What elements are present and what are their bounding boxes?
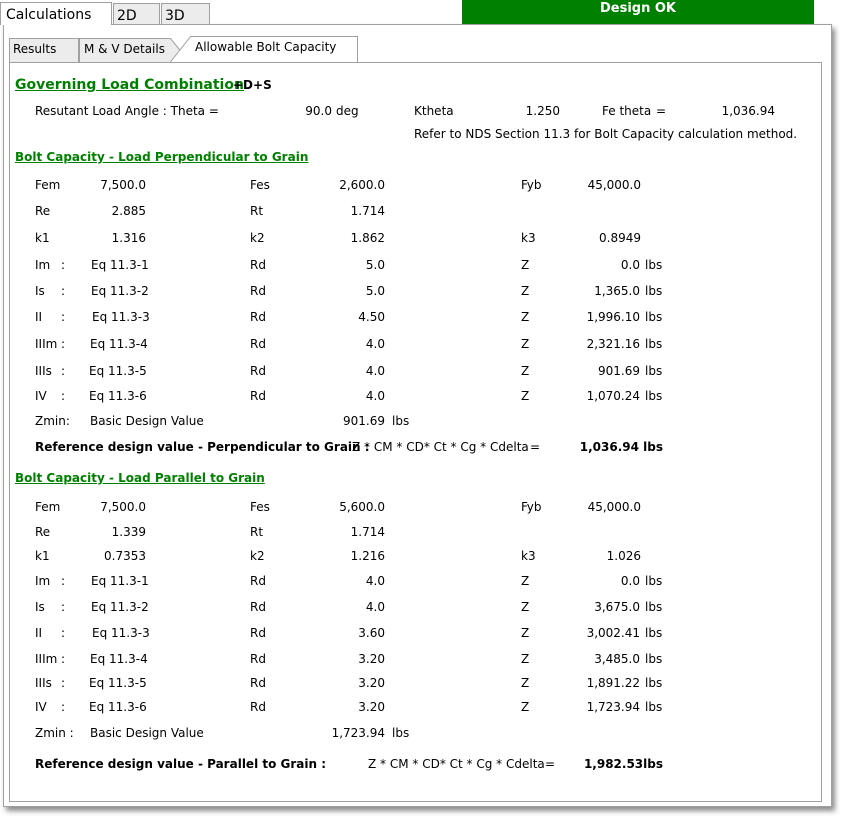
par-reference-label: Reference design value - Parallel to Grain : [35, 757, 327, 771]
perp-zmin-value: 901.69 [343, 414, 385, 428]
perp-mode-colon: : [61, 389, 66, 403]
par-mode-colon: : [61, 652, 66, 666]
perp-mode-label: IIIm [35, 337, 58, 351]
theta-unit: deg [336, 104, 359, 118]
tab-3d-label: 3D [165, 8, 185, 24]
par-mode-z-value: 3,485.0 [594, 652, 640, 666]
perp-k1-label: k1 [35, 231, 50, 245]
perp-mode-eq: Eq 11.3-1 [91, 258, 149, 272]
par-mode-label: II [35, 626, 43, 640]
par-section-title: Bolt Capacity - Load Parallel to Grain [15, 471, 265, 485]
tab-results-label: Results [13, 42, 57, 56]
par-mode-z-unit: lbs [645, 676, 663, 690]
perp-mode-label: Im [35, 258, 51, 272]
par-mode-z-label: Z [521, 676, 530, 690]
theta-label: Resutant Load Angle : Theta = [35, 104, 219, 118]
tab-allowable-bolt-capacity[interactable] [195, 39, 336, 55]
perp-section-title: Bolt Capacity - Load Perpendicular to Grain [15, 150, 309, 164]
par-mode-eq: Eq 11.3-4 [90, 652, 148, 666]
par-mode-z-unit: lbs [645, 700, 663, 714]
par-fyb-label: Fyb [521, 500, 542, 514]
par-zmin-label: Zmin : [35, 726, 74, 740]
par-fem-value: 7,500.0 [100, 500, 146, 514]
perp-reference-formula: Z * CM * CD* Ct * Cg * Cdelta [352, 440, 529, 454]
perp-mode-z-label: Z [521, 337, 530, 351]
perp-mode-z-unit: lbs [645, 364, 663, 378]
perp-mode-colon: : [61, 364, 66, 378]
perp-mode-z-label: Z [521, 284, 530, 298]
perp-mode-colon: : [61, 310, 66, 324]
par-mode-rd-value: 4.0 [365, 574, 385, 588]
par-reference-eq: = [545, 757, 556, 771]
perp-rt-value: 1.714 [350, 204, 385, 218]
perp-mode-rd-label: Rd [250, 310, 266, 324]
perp-k3-value: 0.8949 [599, 231, 641, 245]
par-k3-value: 1.026 [606, 549, 641, 563]
par-mode-z-value: 0.0 [620, 574, 640, 588]
perp-mode-rd-value: 4.0 [365, 337, 385, 351]
tab-results[interactable] [13, 41, 56, 57]
perp-fes-label: Fes [250, 178, 270, 192]
perp-mode-z-label: Z [521, 364, 530, 378]
par-mode-rd-value: 3.20 [358, 700, 385, 714]
par-mode-label: Im [35, 574, 51, 588]
par-mode-z-label: Z [521, 700, 530, 714]
perp-mode-rd-label: Rd [250, 258, 266, 272]
perp-re-value: 2.885 [111, 204, 146, 218]
theta-value: 90.0 [305, 104, 332, 118]
par-mode-rd-label: Rd [250, 600, 266, 614]
par-mode-rd-label: Rd [250, 626, 266, 640]
perp-reference-value: 1,036.94 lbs [579, 440, 663, 454]
perp-mode-colon: : [61, 284, 66, 298]
par-mode-z-label: Z [521, 574, 530, 588]
par-mode-colon: : [61, 676, 66, 690]
perp-mode-label: IIIs [35, 364, 52, 378]
par-mode-colon: : [61, 626, 66, 640]
par-mode-z-unit: lbs [645, 574, 663, 588]
tab-2d-label: 2D [117, 8, 137, 24]
perp-k1-value: 1.316 [111, 231, 146, 245]
par-mode-z-value: 1,891.22 [586, 676, 640, 690]
perp-mode-rd-value: 4.0 [365, 364, 385, 378]
perp-mode-z-value: 1,365.0 [594, 284, 640, 298]
par-fes-label: Fes [250, 500, 270, 514]
perp-mode-z-value: 1,070.24 [586, 389, 640, 403]
par-mode-rd-label: Rd [250, 574, 266, 588]
tab-m-v-details-label: M & V Details [84, 42, 165, 56]
perp-mode-z-label: Z [521, 258, 530, 272]
perp-mode-z-unit: lbs [645, 258, 663, 272]
bolt-capacity-content [9, 62, 822, 802]
par-re-value: 1.339 [111, 525, 146, 539]
perp-mode-z-unit: lbs [645, 284, 663, 298]
perp-mode-rd-label: Rd [250, 364, 266, 378]
perp-mode-rd-label: Rd [250, 389, 266, 403]
perp-reference-label: Reference design value - Perpendicular to Grain : [35, 440, 370, 454]
perp-k2-label: k2 [250, 231, 265, 245]
perp-mode-rd-label: Rd [250, 284, 266, 298]
par-mode-z-label: Z [521, 600, 530, 614]
par-k1-value: 0.7353 [104, 549, 146, 563]
design-status-text: Design OK [599, 1, 676, 16]
perp-mode-eq: Eq 11.3-2 [91, 284, 149, 298]
perp-rt-label: Rt [250, 204, 264, 218]
par-mode-z-value: 3,002.41 [586, 626, 640, 640]
par-mode-rd-value: 3.20 [358, 652, 385, 666]
par-mode-eq: Eq 11.3-5 [89, 676, 147, 690]
perp-mode-rd-value: 5.0 [365, 284, 385, 298]
tab-allowable-bolt-capacity-label: Allowable Bolt Capacity [195, 40, 337, 54]
fe-theta-eq: = [656, 104, 667, 118]
perp-zmin-desc: Basic Design Value [90, 414, 204, 428]
sub-tab-outline [0, 0, 845, 70]
nds-reference-note: Refer to NDS Section 11.3 for Bolt Capacity calculation method. [414, 127, 798, 141]
tab-m-v-details[interactable] [84, 41, 165, 57]
governing-load-title: Governing Load Combination [15, 77, 244, 93]
perp-mode-label: II [35, 310, 43, 324]
par-k3-label: k3 [521, 549, 536, 563]
perp-mode-colon: : [61, 337, 66, 351]
perp-zmin-unit: lbs [392, 414, 410, 428]
par-zmin-unit: lbs [392, 726, 410, 740]
par-mode-label: IIIm [35, 652, 58, 666]
perp-fes-value: 2,600.0 [339, 178, 385, 192]
par-mode-label: IV [35, 700, 47, 714]
par-mode-eq: Eq 11.3-1 [91, 574, 149, 588]
par-mode-label: IIIs [35, 676, 52, 690]
par-mode-colon: : [61, 600, 66, 614]
perp-mode-rd-value: 4.0 [365, 389, 385, 403]
perp-k3-label: k3 [521, 231, 536, 245]
perp-mode-label: IV [35, 389, 47, 403]
perp-zmin-label: Zmin: [35, 414, 70, 428]
par-zmin-value: 1,723.94 [331, 726, 385, 740]
perp-mode-z-value: 901.69 [598, 364, 640, 378]
par-rt-label: Rt [250, 525, 264, 539]
par-mode-colon: : [61, 700, 66, 714]
par-mode-eq: Eq 11.3-6 [89, 700, 147, 714]
perp-mode-z-label: Z [521, 389, 530, 403]
par-mode-z-unit: lbs [645, 626, 663, 640]
par-mode-z-unit: lbs [645, 652, 663, 666]
par-mode-rd-label: Rd [250, 700, 266, 714]
perp-mode-z-unit: lbs [645, 310, 663, 324]
fe-theta-value: 1,036.94 [721, 104, 775, 118]
par-mode-rd-label: Rd [250, 652, 266, 666]
par-mode-z-value: 3,675.0 [594, 600, 640, 614]
perp-mode-eq: Eq 11.3-4 [90, 337, 148, 351]
par-mode-rd-value: 3.60 [358, 626, 385, 640]
tab-calculations-label: Calculations [6, 7, 92, 23]
par-fem-label: Fem [35, 500, 61, 514]
par-mode-z-value: 1,723.94 [586, 700, 640, 714]
par-mode-rd-label: Rd [250, 676, 266, 690]
par-mode-rd-value: 4.0 [365, 600, 385, 614]
par-mode-z-unit: lbs [645, 600, 663, 614]
perp-mode-rd-value: 4.50 [358, 310, 385, 324]
par-fyb-value: 45,000.0 [587, 500, 641, 514]
par-mode-z-label: Z [521, 652, 530, 666]
par-mode-rd-value: 3.20 [358, 676, 385, 690]
perp-fyb-label: Fyb [521, 178, 542, 192]
par-k2-label: k2 [250, 549, 265, 563]
par-mode-colon: : [61, 574, 66, 588]
perp-mode-z-value: 2,321.16 [586, 337, 640, 351]
par-zmin-desc: Basic Design Value [90, 726, 204, 740]
perp-fem-label: Fem [35, 178, 61, 192]
perp-mode-colon: : [61, 258, 66, 272]
par-k1-label: k1 [35, 549, 50, 563]
perp-mode-eq: Eq 11.3-3 [92, 310, 150, 324]
par-mode-label: Is [35, 600, 45, 614]
par-mode-eq: Eq 11.3-2 [91, 600, 149, 614]
par-reference-formula: Z * CM * CD* Ct * Cg * Cdelta [368, 757, 545, 771]
perp-mode-eq: Eq 11.3-6 [89, 389, 147, 403]
fe-theta-label: Fe theta [602, 104, 652, 118]
perp-mode-rd-value: 5.0 [365, 258, 385, 272]
par-k2-value: 1.216 [350, 549, 385, 563]
perp-mode-z-label: Z [521, 310, 530, 324]
perp-fyb-value: 45,000.0 [587, 178, 641, 192]
ktheta-value: 1.250 [525, 104, 560, 118]
perp-mode-rd-label: Rd [250, 337, 266, 351]
par-re-label: Re [35, 525, 51, 539]
perp-fem-value: 7,500.0 [100, 178, 146, 192]
par-fes-value: 5,600.0 [339, 500, 385, 514]
perp-re-label: Re [35, 204, 51, 218]
perp-mode-z-unit: lbs [645, 337, 663, 351]
ktheta-label: Ktheta [414, 104, 454, 118]
par-mode-z-label: Z [521, 626, 530, 640]
perp-mode-z-unit: lbs [645, 389, 663, 403]
perp-reference-eq: = [530, 440, 541, 454]
perp-mode-z-value: 0.0 [620, 258, 640, 272]
perp-mode-label: Is [35, 284, 45, 298]
par-mode-eq: Eq 11.3-3 [92, 626, 150, 640]
perp-mode-z-value: 1,996.10 [586, 310, 640, 324]
par-rt-value: 1.714 [350, 525, 385, 539]
perp-mode-eq: Eq 11.3-5 [89, 364, 147, 378]
governing-load-combo: +D+S [233, 78, 272, 92]
perp-k2-value: 1.862 [350, 231, 385, 245]
par-reference-value: 1,982.53lbs [583, 757, 663, 771]
